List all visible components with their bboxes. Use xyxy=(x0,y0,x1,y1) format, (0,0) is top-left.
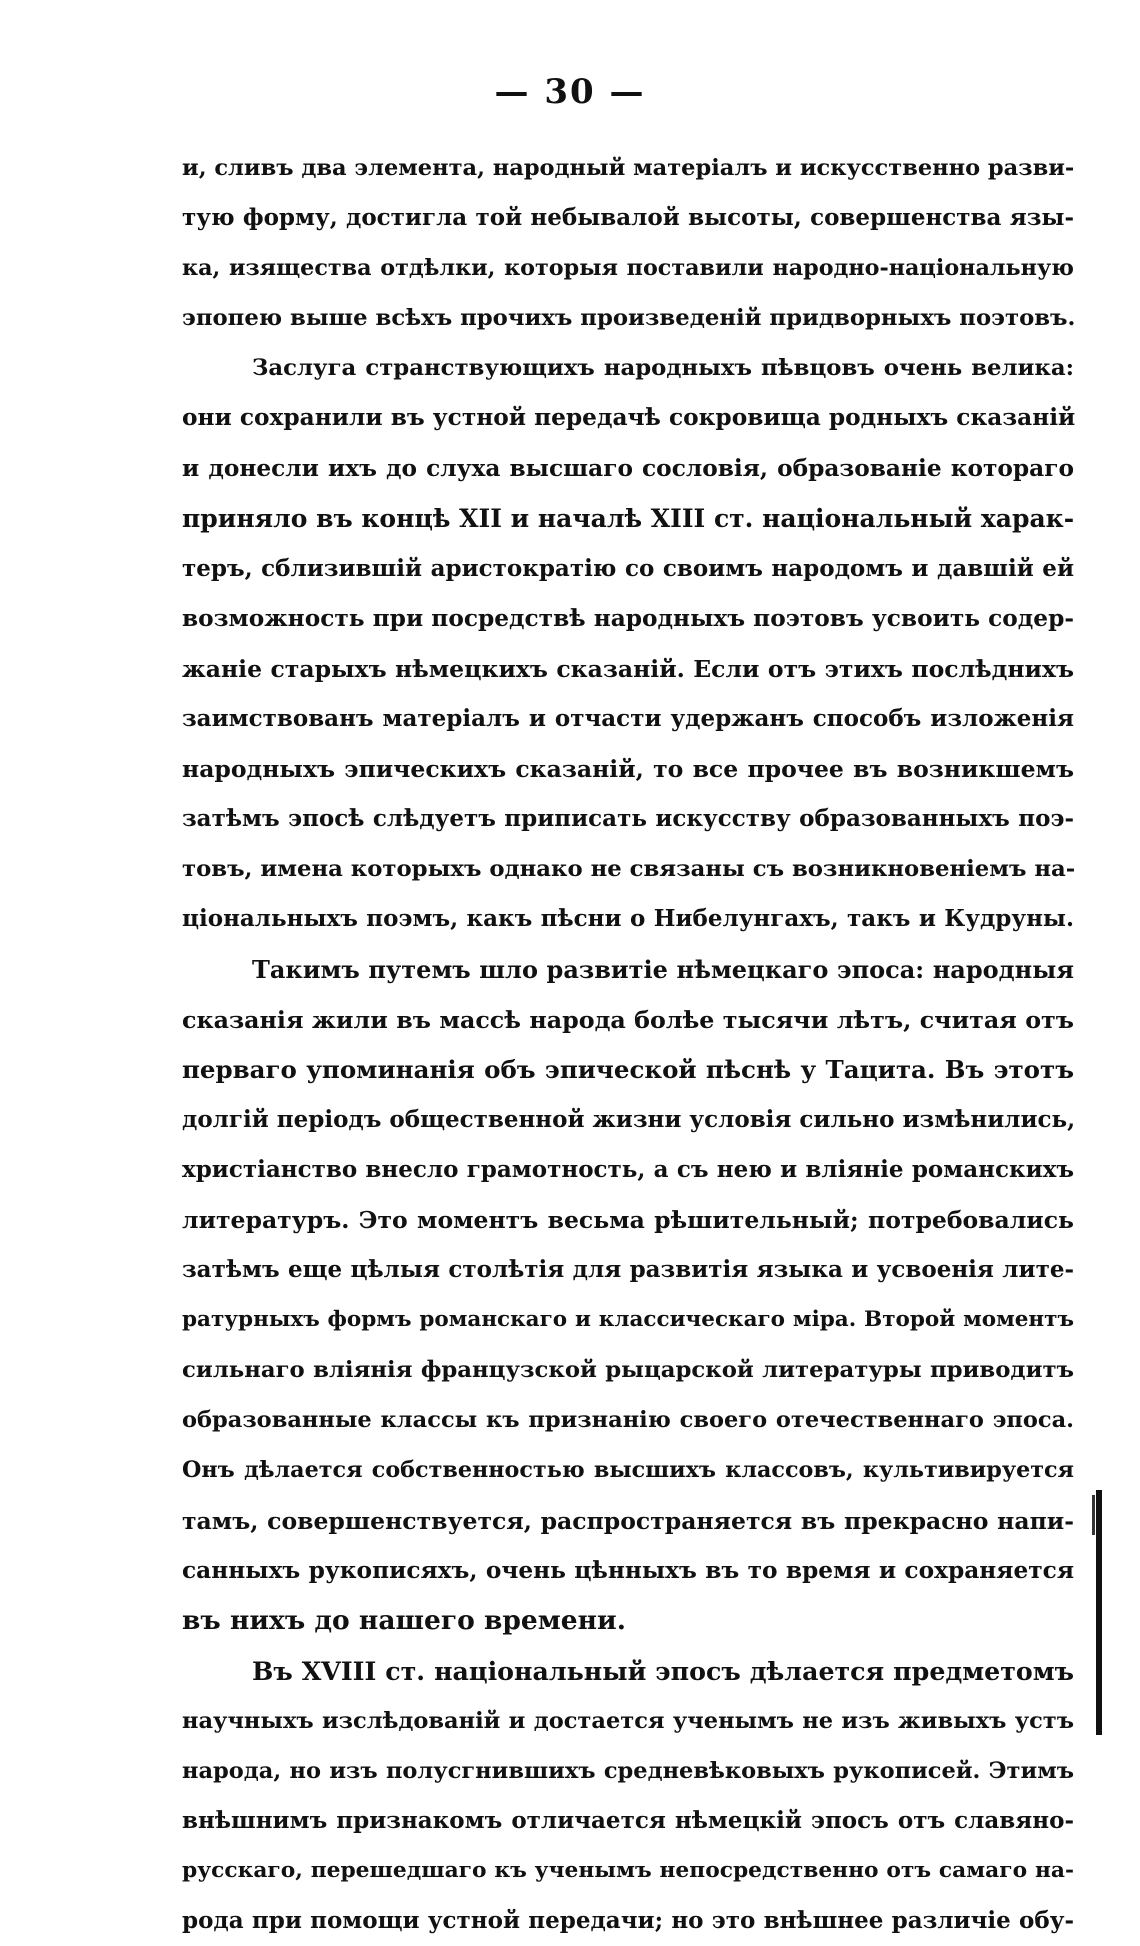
text-line: сильнаго вліянія французской рыцарской литературы приводитъ xyxy=(182,1357,1074,1384)
margin-rule xyxy=(1096,1490,1102,1735)
text-line: въ нихъ до нашего времени. xyxy=(182,1604,626,1636)
text-line: теръ, сблизившій аристократію со своимъ народомъ и давшій ей xyxy=(182,554,1074,582)
body-text xyxy=(182,143,1074,1946)
text-line: приняло въ концѣ XII и началѣ XIII ст. національный харак- xyxy=(182,503,1075,533)
text-line: товъ, имена которыхъ однако не связаны съ возникновеніемъ на- xyxy=(182,856,1076,883)
text-line: рода при помощи устной передачи; но это внѣшнее различіе обу- xyxy=(182,1907,1074,1935)
page-number: — 30 — xyxy=(494,72,646,112)
text-line: ціональныхъ поэмъ, какъ пѣсни о Нибелунгахъ, такъ и Кудруны. xyxy=(182,905,1074,933)
text-line: тую форму, достигла той небывалой высоты, совершенства язы- xyxy=(182,204,1074,232)
paragraph-2 xyxy=(182,343,1074,944)
text-line: христіанство внесло грамотность, а съ нею и вліяніе романскихъ xyxy=(182,1155,1074,1183)
text-line: и донесли ихъ до слуха высшаго сословія, образованіе котораго xyxy=(182,454,1074,482)
text-line: русскаго, перешедшаго къ ученымъ непосредственно отъ самаго на- xyxy=(182,1858,1074,1884)
text-line: народа, но изъ полусгнившихъ средневѣковыхъ рукописей. Этимъ xyxy=(182,1758,1074,1784)
text-line: народныхъ эпическихъ сказаній, то все прочее въ возникшемъ xyxy=(182,755,1074,784)
paragraph-3 xyxy=(182,945,1074,1646)
text-line: они сохранили въ устной передачѣ сокровища родныхъ сказаній xyxy=(182,404,1076,432)
text-line: затѣмъ еще цѣлыя столѣтія для развитія языка и усвоенія лите- xyxy=(182,1256,1074,1284)
text-line: ка, изящества отдѣлки, которыя поставили народно-національную xyxy=(182,255,1074,282)
text-line: Въ XVIII ст. національный эпосъ дѣлается предметомъ xyxy=(252,1655,1074,1686)
text-line: возможность при посредствѣ народныхъ поэтовъ усвоить содер- xyxy=(182,604,1074,632)
text-line: и, сливъ два элемента, народный матеріалъ и искусственно разви- xyxy=(182,155,1075,181)
text-line: жаніе старыхъ нѣмецкихъ сказаній. Если отъ этихъ послѣднихъ xyxy=(182,654,1074,683)
text-line: долгій періодъ общественной жизни условія сильно измѣнились, xyxy=(182,1105,1076,1133)
paragraph-4 xyxy=(182,1646,1074,1946)
text-line: Заслуга странствующихъ народныхъ пѣвцовъ очень велика: xyxy=(252,355,1074,382)
text-line: перваго упоминанія объ эпической пѣснѣ у Тацита. Въ этотъ xyxy=(182,1054,1074,1084)
text-line: затѣмъ эпосѣ слѣдуетъ приписать искусству образованныхъ поэ- xyxy=(182,805,1074,833)
text-line: научныхъ изслѣдованій и достается ученымъ не изъ живыхъ устъ xyxy=(182,1707,1074,1734)
text-line: санныхъ рукописяхъ, очень цѣнныхъ въ то время и сохраняется xyxy=(182,1556,1074,1584)
text-line: литературъ. Это моментъ весьма рѣшительный; потребовались xyxy=(182,1205,1074,1234)
text-line: ратурныхъ формъ романскаго и классическаго міра. Второй моментъ xyxy=(182,1307,1074,1333)
text-line: заимствованъ матеріалъ и отчасти удержанъ способъ изложенія xyxy=(182,705,1074,733)
text-line: эпопею выше всѣхъ прочихъ произведеній придворныхъ поэтовъ. xyxy=(182,305,1076,332)
text-line: образованные классы къ признанію своего отечественнаго эпоса. xyxy=(182,1407,1074,1434)
paragraph-1 xyxy=(182,143,1074,343)
text-line: сказанія жили въ массѣ народа болѣе тысячи лѣтъ, считая отъ xyxy=(182,1005,1074,1034)
margin-mark xyxy=(1092,1495,1095,1535)
text-line: Онъ дѣлается собственностью высшихъ классовъ, культивируется xyxy=(182,1457,1074,1484)
text-line: тамъ, совершенствуется, распространяется въ прекрасно напи- xyxy=(182,1506,1074,1535)
text-line: внѣшнимъ признакомъ отличается нѣмецкій эпосъ отъ славяно- xyxy=(182,1807,1074,1835)
text-line: Такимъ путемъ шло развитіе нѣмецкаго эпоса: народныя xyxy=(252,954,1074,984)
